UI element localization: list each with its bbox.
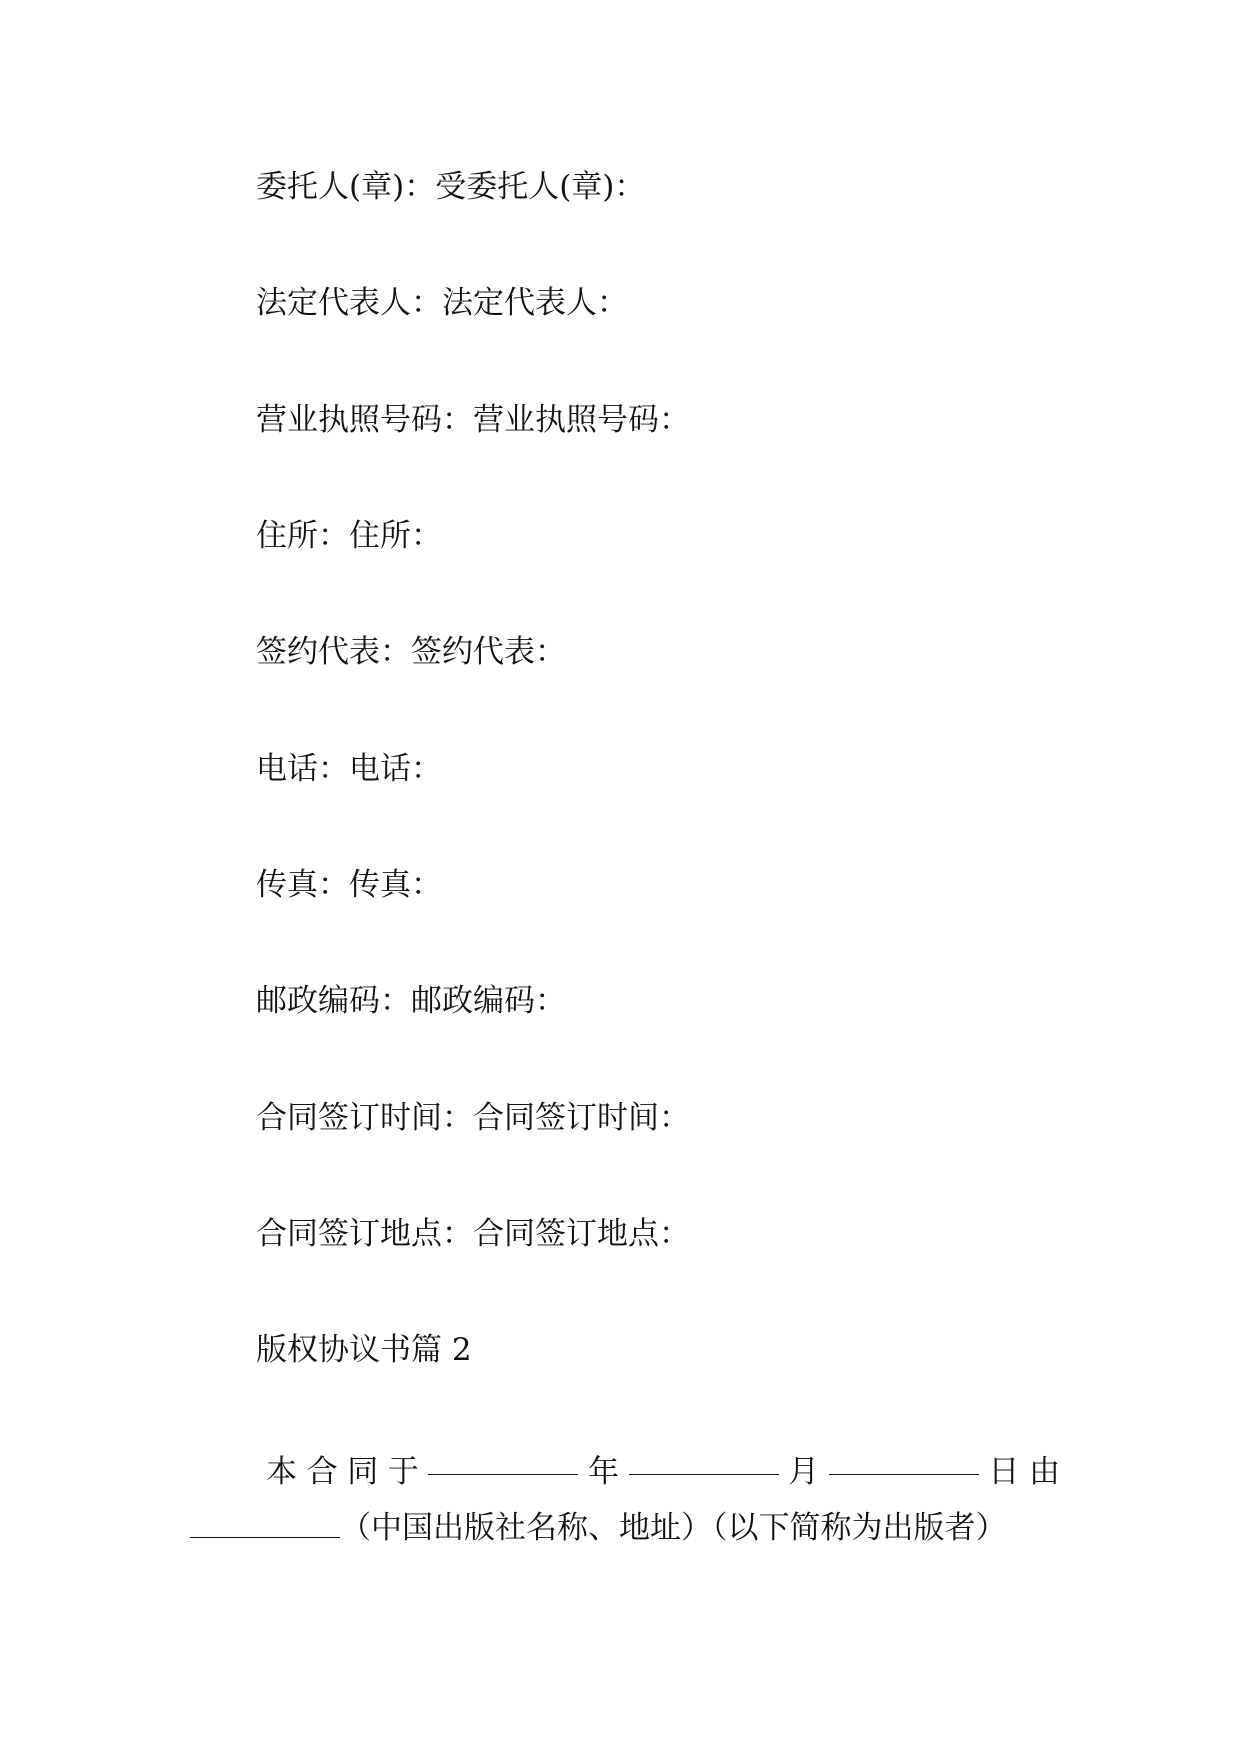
paragraph-char: 于: [387, 1454, 419, 1490]
publisher-description: （中国出版社名称、地址）（以下简称为出版者）: [340, 1510, 1007, 1546]
fax-line: 传真：传真：: [256, 867, 442, 903]
signing-place-line: 合同签订地点：合同签订地点：: [256, 1216, 690, 1252]
legal-representative-line: 法定代表人：法定代表人：: [256, 285, 628, 321]
paragraph-line-1: [190, 1444, 1060, 1500]
signing-time-line: 合同签订时间：合同签订时间：: [256, 1100, 690, 1136]
section-heading: 版权协议书篇 2: [256, 1332, 472, 1368]
month-blank: [629, 1444, 779, 1475]
principal-seal-line: 委托人(章)：受委托人(章)：: [256, 169, 646, 205]
year-blank: [428, 1444, 578, 1475]
phone-line: 电话：电话：: [256, 751, 442, 787]
paragraph-char: 由: [1028, 1454, 1060, 1490]
signing-representative-line: 签约代表：签约代表：: [256, 634, 566, 670]
paragraph-char: 本: [266, 1454, 297, 1490]
business-license-line: 营业执照号码：营业执照号码：: [256, 402, 690, 438]
day-blank: [829, 1444, 979, 1475]
paragraph-char: 日: [988, 1454, 1020, 1490]
paragraph-char: 同: [347, 1454, 379, 1490]
paragraph-line-2: [190, 1500, 1060, 1556]
paragraph-char: 合: [306, 1454, 338, 1490]
paragraph-char: 年: [587, 1454, 619, 1490]
publisher-blank: [190, 1507, 340, 1538]
postal-code-line: 邮政编码：邮政编码：: [256, 983, 566, 1019]
address-line: 住所：住所：: [256, 518, 442, 554]
contract-opening-paragraph: [190, 1444, 1060, 1556]
paragraph-char: 月: [788, 1454, 820, 1490]
